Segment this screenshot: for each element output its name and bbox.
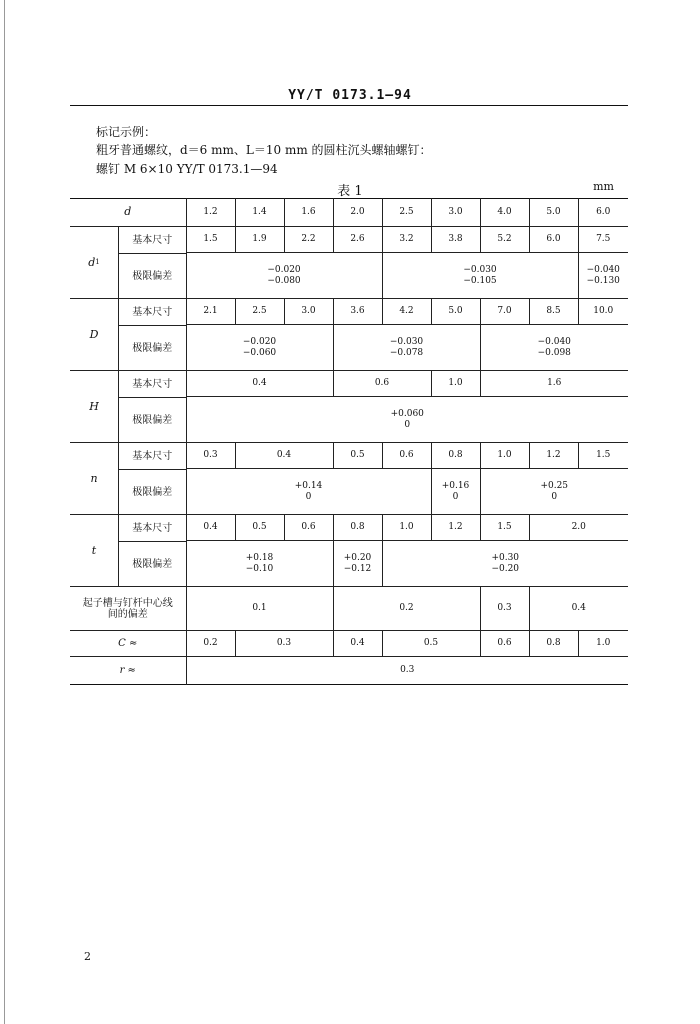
- symbol-D: D 基本尺寸 极限偏差: [70, 299, 186, 371]
- cell-t-basic-4: 0.8: [333, 515, 382, 541]
- cell-D-basic-3: 3.0: [284, 299, 333, 325]
- cell-t-basic-1: 0.4: [186, 515, 235, 541]
- cell-d1-basic-5: 3.2: [382, 227, 431, 253]
- cell-C-1: 0.2: [186, 631, 235, 657]
- cell-d1-basic-1: 1.5: [186, 227, 235, 253]
- cell-D-tol-1: −0.020 −0.060: [186, 325, 333, 371]
- cell-n-basic-2: 0.4: [235, 443, 333, 469]
- label-tol-D: 极限偏差: [132, 342, 173, 354]
- label-tol-t: 极限偏差: [132, 558, 173, 570]
- cell-H-basic-1: 0.4: [186, 371, 333, 397]
- header-rule: [70, 105, 628, 106]
- cell-t-basic-3: 0.6: [284, 515, 333, 541]
- cell-t-tol-1: +0.18 −0.10: [186, 541, 333, 587]
- row-r: [70, 657, 628, 685]
- cell-d1-tol-2: −0.030 −0.105: [382, 253, 578, 299]
- cell-H-tol: +0.060 0: [186, 397, 628, 443]
- label-basic-d1: 基本尺寸: [119, 227, 186, 254]
- symbol-r: r ≈: [70, 657, 186, 685]
- cell-C-6: 0.8: [529, 631, 578, 657]
- cell-d-4: 2.0: [333, 199, 382, 227]
- label-slot: 起子槽与钉杆中心线 间的偏差: [70, 587, 186, 631]
- cell-d1-basic-8: 6.0: [529, 227, 578, 253]
- row-slot: [70, 587, 628, 631]
- cell-d-9: 6.0: [578, 199, 628, 227]
- cell-d1-basic-9: 7.5: [578, 227, 628, 253]
- row-H-basic: [70, 371, 628, 397]
- label-basic-H: 基本尺寸: [119, 371, 186, 398]
- row-t-basic: [70, 515, 628, 541]
- cell-n-basic-8: 1.5: [578, 443, 628, 469]
- symbol-t: t 基本尺寸 极限偏差: [70, 515, 186, 587]
- cell-slot-4: 0.4: [529, 587, 628, 631]
- cell-D-basic-5: 4.2: [382, 299, 431, 325]
- symbol-d1: d 1 基本尺寸 极限偏差: [70, 227, 186, 299]
- cell-t-tol-3: +0.30 −0.20: [382, 541, 628, 587]
- label-tol-d1: 极限偏差: [132, 270, 173, 282]
- row-n-basic: [70, 443, 628, 469]
- marking-description: 粗牙普通螺纹，d＝6 mm、L＝10 mm 的圆柱沉头螺轴螺钉：: [96, 143, 432, 157]
- marking-designation: 螺钉 M 6×10 YY/T 0173.1—94: [96, 162, 278, 176]
- cell-C-4: 0.5: [382, 631, 480, 657]
- symbol-d: d: [70, 199, 186, 227]
- cell-slot-2: 0.2: [333, 587, 480, 631]
- cell-n-tol-1: +0.14 0: [186, 469, 431, 515]
- cell-slot-1: 0.1: [186, 587, 333, 631]
- cell-slot-3: 0.3: [480, 587, 529, 631]
- cell-d1-basic-7: 5.2: [480, 227, 529, 253]
- marking-heading: 标记示例：: [96, 125, 157, 139]
- row-C: [70, 631, 628, 657]
- cell-C-3: 0.4: [333, 631, 382, 657]
- cell-D-basic-2: 2.5: [235, 299, 284, 325]
- label-basic-t: 基本尺寸: [119, 515, 186, 542]
- cell-d1-basic-4: 2.6: [333, 227, 382, 253]
- cell-d-8: 5.0: [529, 199, 578, 227]
- label-tol-n: 极限偏差: [132, 486, 173, 498]
- cell-n-basic-4: 0.6: [382, 443, 431, 469]
- standard-header: YY/T 0173.1—94: [288, 88, 412, 103]
- cell-d-7: 4.0: [480, 199, 529, 227]
- cell-n-tol-2: +0.16 0: [431, 469, 480, 515]
- cell-D-basic-9: 10.0: [578, 299, 628, 325]
- cell-H-basic-4: 1.6: [480, 371, 628, 397]
- cell-D-tol-2: −0.030 −0.078: [333, 325, 480, 371]
- dimension-table: [70, 198, 628, 685]
- symbol-C: C ≈: [70, 631, 186, 657]
- label-basic-n: 基本尺寸: [119, 443, 186, 470]
- cell-n-basic-1: 0.3: [186, 443, 235, 469]
- symbol-n: n 基本尺寸 极限偏差: [70, 443, 186, 515]
- cell-C-5: 0.6: [480, 631, 529, 657]
- cell-n-basic-7: 1.2: [529, 443, 578, 469]
- cell-n-tol-3: +0.25 0: [480, 469, 628, 515]
- cell-D-basic-4: 3.6: [333, 299, 382, 325]
- cell-d-3: 1.6: [284, 199, 333, 227]
- cell-t-tol-2: +0.20 −0.12: [333, 541, 382, 587]
- cell-d1-basic-2: 1.9: [235, 227, 284, 253]
- label-tol-H: 极限偏差: [132, 414, 173, 426]
- cell-n-basic-3: 0.5: [333, 443, 382, 469]
- row-d: [70, 199, 628, 227]
- cell-d-2: 1.4: [235, 199, 284, 227]
- cell-d-5: 2.5: [382, 199, 431, 227]
- cell-d1-tol-3: −0.040 −0.130: [578, 253, 628, 299]
- cell-t-basic-7: 1.5: [480, 515, 529, 541]
- cell-d-6: 3.0: [431, 199, 480, 227]
- cell-n-basic-5: 0.8: [431, 443, 480, 469]
- cell-t-basic-2: 0.5: [235, 515, 284, 541]
- cell-r: 0.3: [186, 657, 628, 685]
- cell-C-7: 1.0: [578, 631, 628, 657]
- cell-D-basic-7: 7.0: [480, 299, 529, 325]
- label-basic-D: 基本尺寸: [119, 299, 186, 326]
- cell-D-basic-8: 8.5: [529, 299, 578, 325]
- row-d1-basic: [70, 227, 628, 253]
- row-D-basic: [70, 299, 628, 325]
- cell-d1-basic-6: 3.8: [431, 227, 480, 253]
- cell-d1-tol-1: −0.020 −0.080: [186, 253, 382, 299]
- symbol-H: H 基本尺寸 极限偏差: [70, 371, 186, 443]
- cell-n-basic-6: 1.0: [480, 443, 529, 469]
- cell-d-1: 1.2: [186, 199, 235, 227]
- cell-C-2: 0.3: [235, 631, 333, 657]
- table-caption: 表 1: [337, 184, 363, 199]
- cell-H-basic-3: 1.0: [431, 371, 480, 397]
- cell-D-tol-3: −0.040 −0.098: [480, 325, 628, 371]
- page-number: 2: [84, 950, 91, 963]
- cell-d1-basic-3: 2.2: [284, 227, 333, 253]
- table-unit: mm: [593, 180, 614, 193]
- cell-t-basic-5: 1.0: [382, 515, 431, 541]
- page-edge-line: [4, 0, 5, 1024]
- cell-D-basic-1: 2.1: [186, 299, 235, 325]
- cell-t-basic-8: 2.0: [529, 515, 628, 541]
- cell-D-basic-6: 5.0: [431, 299, 480, 325]
- cell-H-basic-2: 0.6: [333, 371, 431, 397]
- cell-t-basic-6: 1.2: [431, 515, 480, 541]
